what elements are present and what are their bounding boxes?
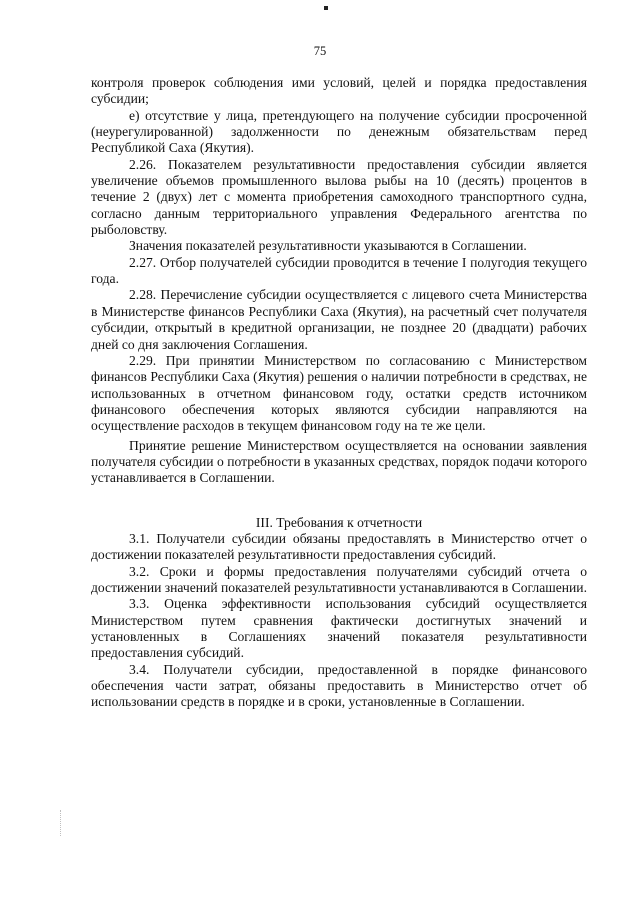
paragraph-3-2: 3.2. Сроки и формы предоставления получателями субсидий отчета о достижении значений показателей результативности устанавливаются в Соглашении. (91, 563, 587, 595)
scan-margin-specks (60, 810, 62, 836)
document-body (91, 75, 587, 711)
paragraph-2-28: 2.28. Перечисление субсидии осуществляется с лицевого счета Министерства в Министерстве финансов Республики Саха (Якутия), на расчетный счет получателя субсидии, открытый в кредитной организации, не позднее 20 (двадцати) рабочих дней со дня заключения Соглашения. (91, 287, 587, 352)
paragraph-indicator-values: Значения показателей результативности указываются в Соглашении. (129, 238, 527, 254)
paragraph-3-4: 3.4. Получатели субсидии, предоставленной в порядке финансового обеспечения части затрат, обязаны предоставить в Министерство отчет об использовании средств в порядке и в сроки, установленные в Соглашении. (91, 661, 587, 710)
paragraph-item-e: е) отсутствие у лица, претендующего на получение субсидии просроченной (неурегулированной) задолженности по денежным обязательствам перед Республикой Саха (Якутия). (91, 107, 587, 156)
scan-artifact-dot (324, 6, 328, 10)
page-number: 75 (313, 44, 327, 58)
paragraph-2-26: 2.26. Показателем результативности предоставления субсидии является увеличение объемов промышленного вылова рыбы на 10 (десять) процентов в течение 2 (двух) лет с момента приобретения самоходного транспортного судна, согласно данным территориального управления Федерального агентства по рыболовству. (91, 156, 587, 238)
paragraph-3-1: 3.1. Получатели субсидии обязаны предоставлять в Министерство отчет о достижении показателей результативности предоставления субсидий. (91, 530, 587, 563)
paragraph-2-27: 2.27. Отбор получателей субсидии проводится в течение I полугодия текущего года. (91, 254, 587, 287)
paragraph-decision: Принятие решение Министерством осуществляется на основании заявления получателя субсидии о потребности в указанных средствах, порядок подачи которого устанавливается в Соглашении. (91, 437, 587, 486)
section-heading-reporting: III. Требования к отчетности (255, 514, 423, 530)
paragraph-continuation: контроля проверок соблюдения ими условий, целей и порядка предоставления субсидии; (91, 75, 587, 107)
paragraph-2-29: 2.29. При принятии Министерством по согласованию с Министерством финансов Республики Саха (Якутия) решения о наличии потребности в средствах, не использованных в отчетном финансовом году, остатки средств источником финансового обеспечения которых являются субсидии направляются на осуществление расходов в текущем финансовом году на те же цели. (91, 352, 587, 434)
paragraph-3-3: 3.3. Оценка эффективности использования субсидий осуществляется Министерством путем сравнения фактически достигнутых значений и установленных в Соглашениях значений показателя результативности предоставления субсидий. (91, 596, 587, 661)
